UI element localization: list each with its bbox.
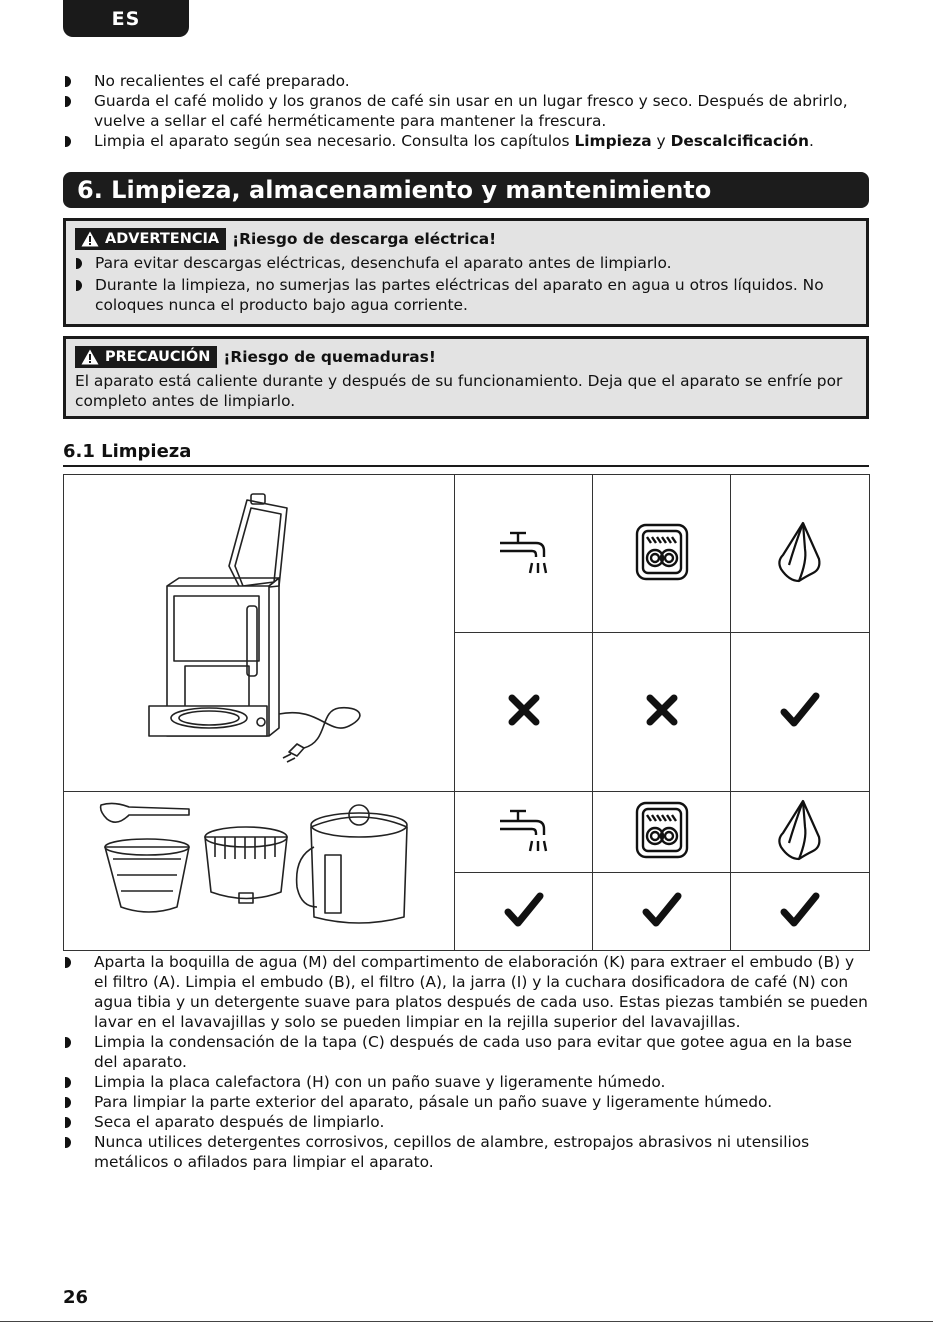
caution-title: ¡Riesgo de quemaduras!: [223, 348, 436, 366]
cloth-icon: [775, 519, 825, 585]
icon-cell-tap: [455, 475, 593, 633]
list-item: Seca el aparato después de limpiarlo.: [63, 1112, 869, 1132]
list-item: [63, 131, 863, 151]
caution-badge-label: PRECAUCIÓN: [105, 349, 211, 365]
chapter-ref-limpieza: Limpieza: [574, 132, 652, 150]
check-icon: [504, 892, 544, 928]
icon-cell-dishwasher: [593, 475, 731, 633]
mark-cell: [593, 873, 731, 951]
chapter-ref-descalcificacion: Descalcificación: [670, 132, 809, 150]
coffee-maker-illustration: [129, 486, 389, 776]
list-item: Para limpiar la parte exterior del aparato, pásale un paño suave y ligeramente húmedo.: [63, 1092, 869, 1112]
check-icon: [780, 692, 820, 728]
subsection-title: 6.1 Limpieza: [63, 440, 869, 467]
cleaning-table: [63, 474, 870, 951]
caution-badge: [75, 346, 217, 368]
icon-cell-cloth: [731, 792, 870, 873]
warning-triangle-icon: [81, 231, 99, 247]
accessories-illustration-cell: [64, 792, 455, 951]
list-item: No recalientes el café preparado.: [63, 71, 863, 91]
tap-icon: [496, 527, 552, 577]
warning-header: [75, 228, 857, 250]
mark-cell: [593, 633, 731, 792]
mark-cell: [455, 873, 593, 951]
list-item: Para evitar descargas eléctricas, desenchufa el aparato antes de limpiarlo.: [75, 253, 857, 273]
icon-cell-cloth: [731, 475, 870, 633]
caution-box: [63, 336, 869, 419]
cross-icon: [507, 693, 541, 727]
cross-icon: [645, 693, 679, 727]
list-item: Guarda el café molido y los granos de café sin usar en un lugar fresco y seco. Después de abrirlo, vuelve a sellar el café herméticamente para mantener la frescura.: [63, 91, 863, 131]
list-item-text: .: [808, 132, 814, 150]
list-item: Aparta la boquilla de agua (M) del compartimento de elaboración (K) para extraer el embudo (B) y el filtro (A). Limpia el embudo (B), el filtro (A), la jarra (I) y la cuchara dosificadora de café (N) con agua tibia y un detergente suave para platos después de cada uso. Estas piezas también se pueden lavar en el lavavajillas y solo se pueden limpiar en la rejilla superior del lavavajillas.: [63, 952, 869, 1032]
caution-text: El aparato está caliente durante y después de su funcionamiento. Deja que el aparato se enfríe por completo antes de limpiarlo.: [75, 372, 843, 410]
section-title: 6. Limpieza, almacenamiento y mantenimiento: [63, 172, 869, 208]
tap-icon: [496, 805, 552, 855]
intro-bullet-list: [63, 71, 863, 151]
coffee-maker-illustration-cell: [64, 475, 455, 792]
list-item: Limpia la placa calefactora (H) con un paño suave y ligeramente húmedo.: [63, 1072, 869, 1092]
mark-cell: [455, 633, 593, 792]
list-item: Nunca utilices detergentes corrosivos, cepillos de alambre, estropajos abrasivos ni utensilios metálicos o afilados para limpiar el aparato.: [63, 1132, 869, 1172]
accessories-illustration: [69, 797, 449, 942]
mark-cell: [731, 873, 870, 951]
list-item-text: Limpia el aparato según sea necesario. Consulta los capítulos: [94, 132, 575, 150]
cloth-icon: [775, 797, 825, 863]
mark-cell: [731, 633, 870, 792]
warning-box: [63, 218, 869, 327]
footer-divider: [0, 1321, 933, 1322]
warning-badge: [75, 228, 226, 250]
cleaning-instructions-list: [63, 952, 869, 1172]
list-item: Durante la limpieza, no sumerjas las partes eléctricas del aparato en agua u otros líquidos. No coloques nunca el producto bajo agua corriente.: [75, 275, 857, 315]
list-item-text: y: [651, 132, 671, 150]
page-number: 26: [63, 1287, 89, 1308]
check-icon: [642, 892, 682, 928]
icon-cell-tap: [455, 792, 593, 873]
warning-list: [75, 253, 857, 315]
check-icon: [780, 892, 820, 928]
language-tab: ES: [63, 0, 189, 37]
warning-badge-label: ADVERTENCIA: [105, 231, 220, 247]
warning-triangle-icon: [81, 349, 99, 365]
dishwasher-icon: [635, 801, 689, 859]
list-item: Limpia la condensación de la tapa (C) después de cada uso para evitar que gotee agua en la base del aparato.: [63, 1032, 869, 1072]
warning-title: ¡Riesgo de descarga eléctrica!: [232, 230, 497, 248]
dishwasher-icon: [635, 523, 689, 581]
icon-cell-dishwasher: [593, 792, 731, 873]
caution-header: [75, 346, 857, 368]
